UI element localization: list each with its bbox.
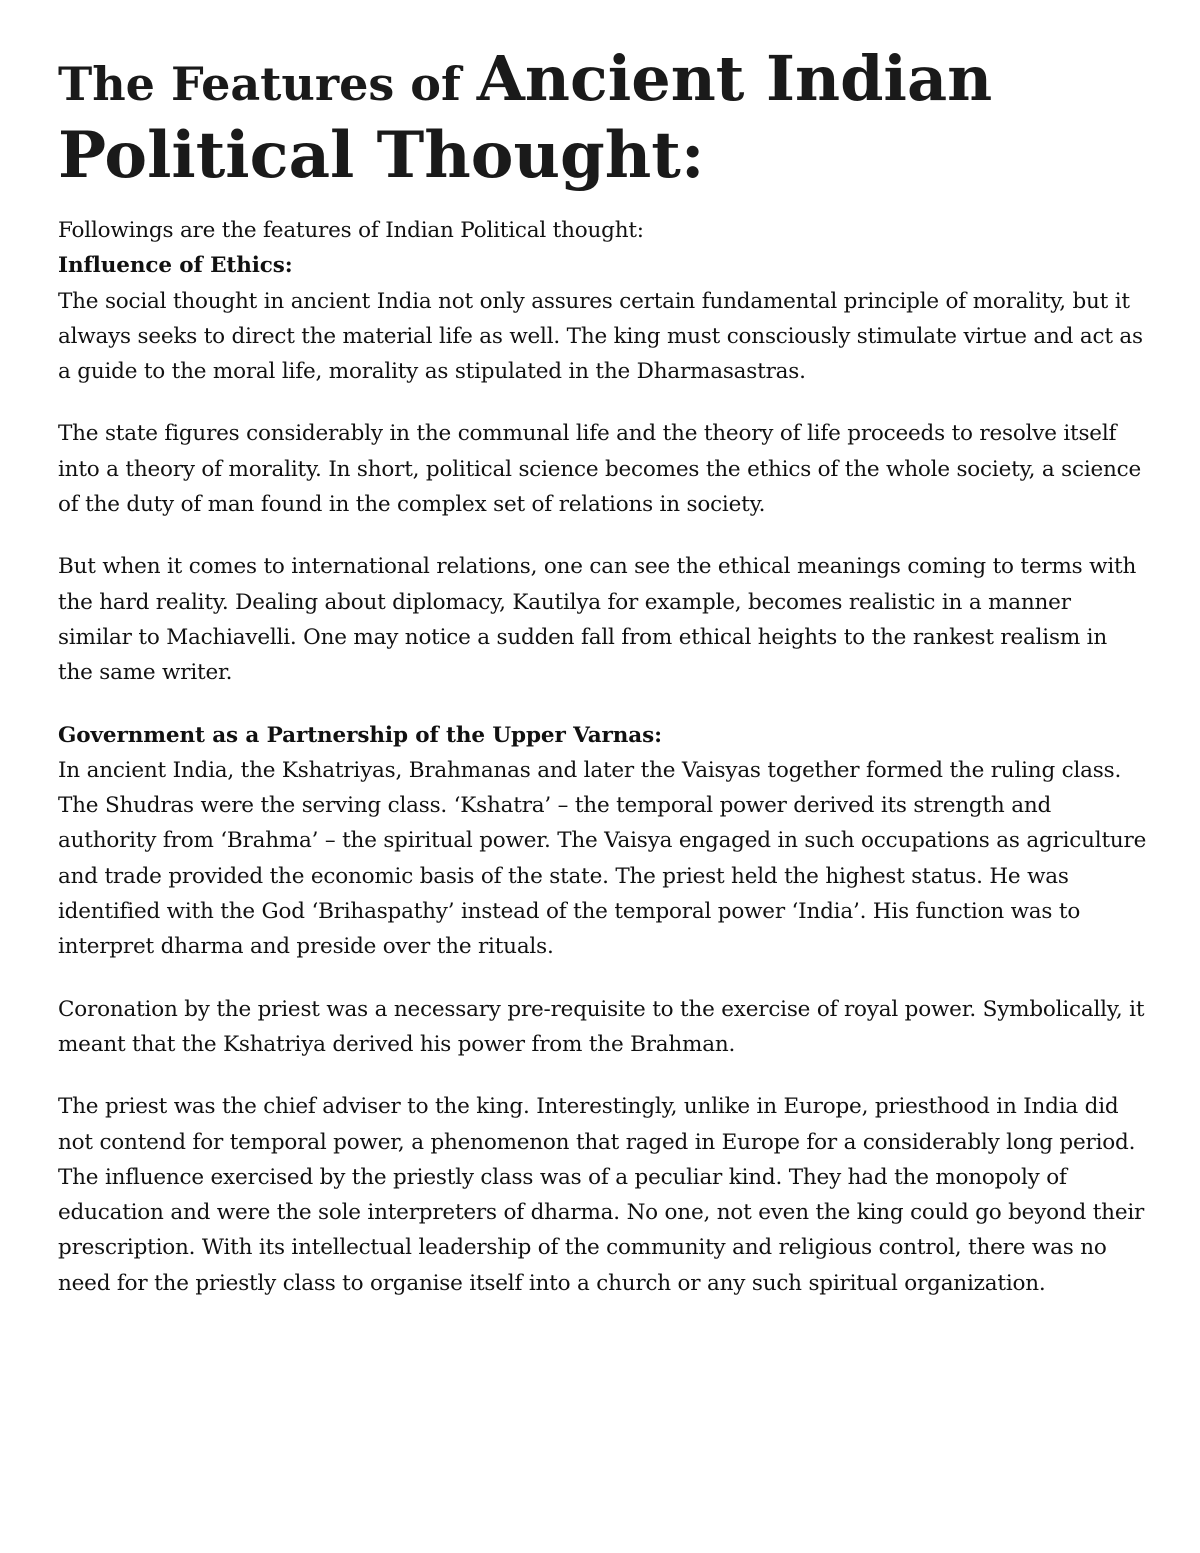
paragraph: The social thought in ancient India not only assures certain fundamental principle of morality, but it always seeks to direct the material life as well. The king must consciously stimulate virtue and act as a guide to the moral life, morality as stipulated in the Dharmasastras. bbox=[58, 288, 1143, 385]
intro-text: Followings are the features of Indian Political thought: bbox=[58, 218, 644, 243]
paragraph: Coronation by the priest was a necessary pre-requisite to the exercise of royal power. Symbolically, it meant that the Kshatriya derived his power from the Brahman. bbox=[58, 996, 1145, 1057]
title-line-1 bbox=[58, 42, 1148, 124]
paragraph: The state figures considerably in the communal life and the theory of life proceeds to resolve itself into a theory of morality. In short, political science becomes the ethics of the whole society, a science of the duty of man found in the complex set of relations in society. bbox=[58, 421, 1142, 518]
paragraph-gap bbox=[58, 691, 1148, 718]
paragraph-gap bbox=[58, 965, 1148, 992]
paragraph-gap bbox=[58, 1062, 1148, 1089]
paragraph: But when it comes to international relations, one can see the ethical meanings coming to terms with the hard reality. Dealing about diplomacy, Kautilya for example, becomes realistic in a manner similar to Machiavelli. One may notice a sudden fall from ethical heights to the rankest realism in the same writer. bbox=[58, 554, 1137, 686]
paragraph-gap bbox=[58, 522, 1148, 549]
paragraph: In ancient India, the Kshatriyas, Brahmanas and later the Vaisyas together formed the ruling class. The Shudras were the serving class. ‘Kshatra’ – the temporal power derived its strength and authority from ‘Brahma’ – the spiritual power. The Vaisya engaged in such occupations as agriculture and trade provided the economic basis of the state. The priest held the highest status. He was identified with the God ‘Brihaspathy’ instead of the temporal power ‘India’. His function was to interpret dharma and preside over the rituals. bbox=[58, 757, 1147, 960]
paragraph: The priest was the chief adviser to the king. Interestingly, unlike in Europe, priesthood in India did not contend for temporal power, a phenomenon that raged in Europe for a considerably long period. The influence exercised by the priestly class was of a peculiar kind. They had the monopoly of education and were the sole interpreters of dharma. No one, not even the king could go beyond their prescription. With its intellectual leadership of the community and religious control, there was no need for the priestly class to organise itself into a church or any such spiritual organization. bbox=[58, 1094, 1145, 1296]
document-page bbox=[58, 42, 1148, 1301]
title-part-2: Ancient Indian bbox=[476, 42, 993, 115]
title-line-2: Political Thought: bbox=[58, 118, 705, 193]
title-part-1: The Features of bbox=[58, 57, 477, 111]
paragraph-gap bbox=[58, 389, 1148, 416]
section-heading-government: Government as a Partnership of the Upper Varnas: bbox=[58, 722, 662, 748]
section-heading-ethics: Influence of Ethics: bbox=[58, 253, 293, 279]
page-title bbox=[58, 42, 1148, 204]
